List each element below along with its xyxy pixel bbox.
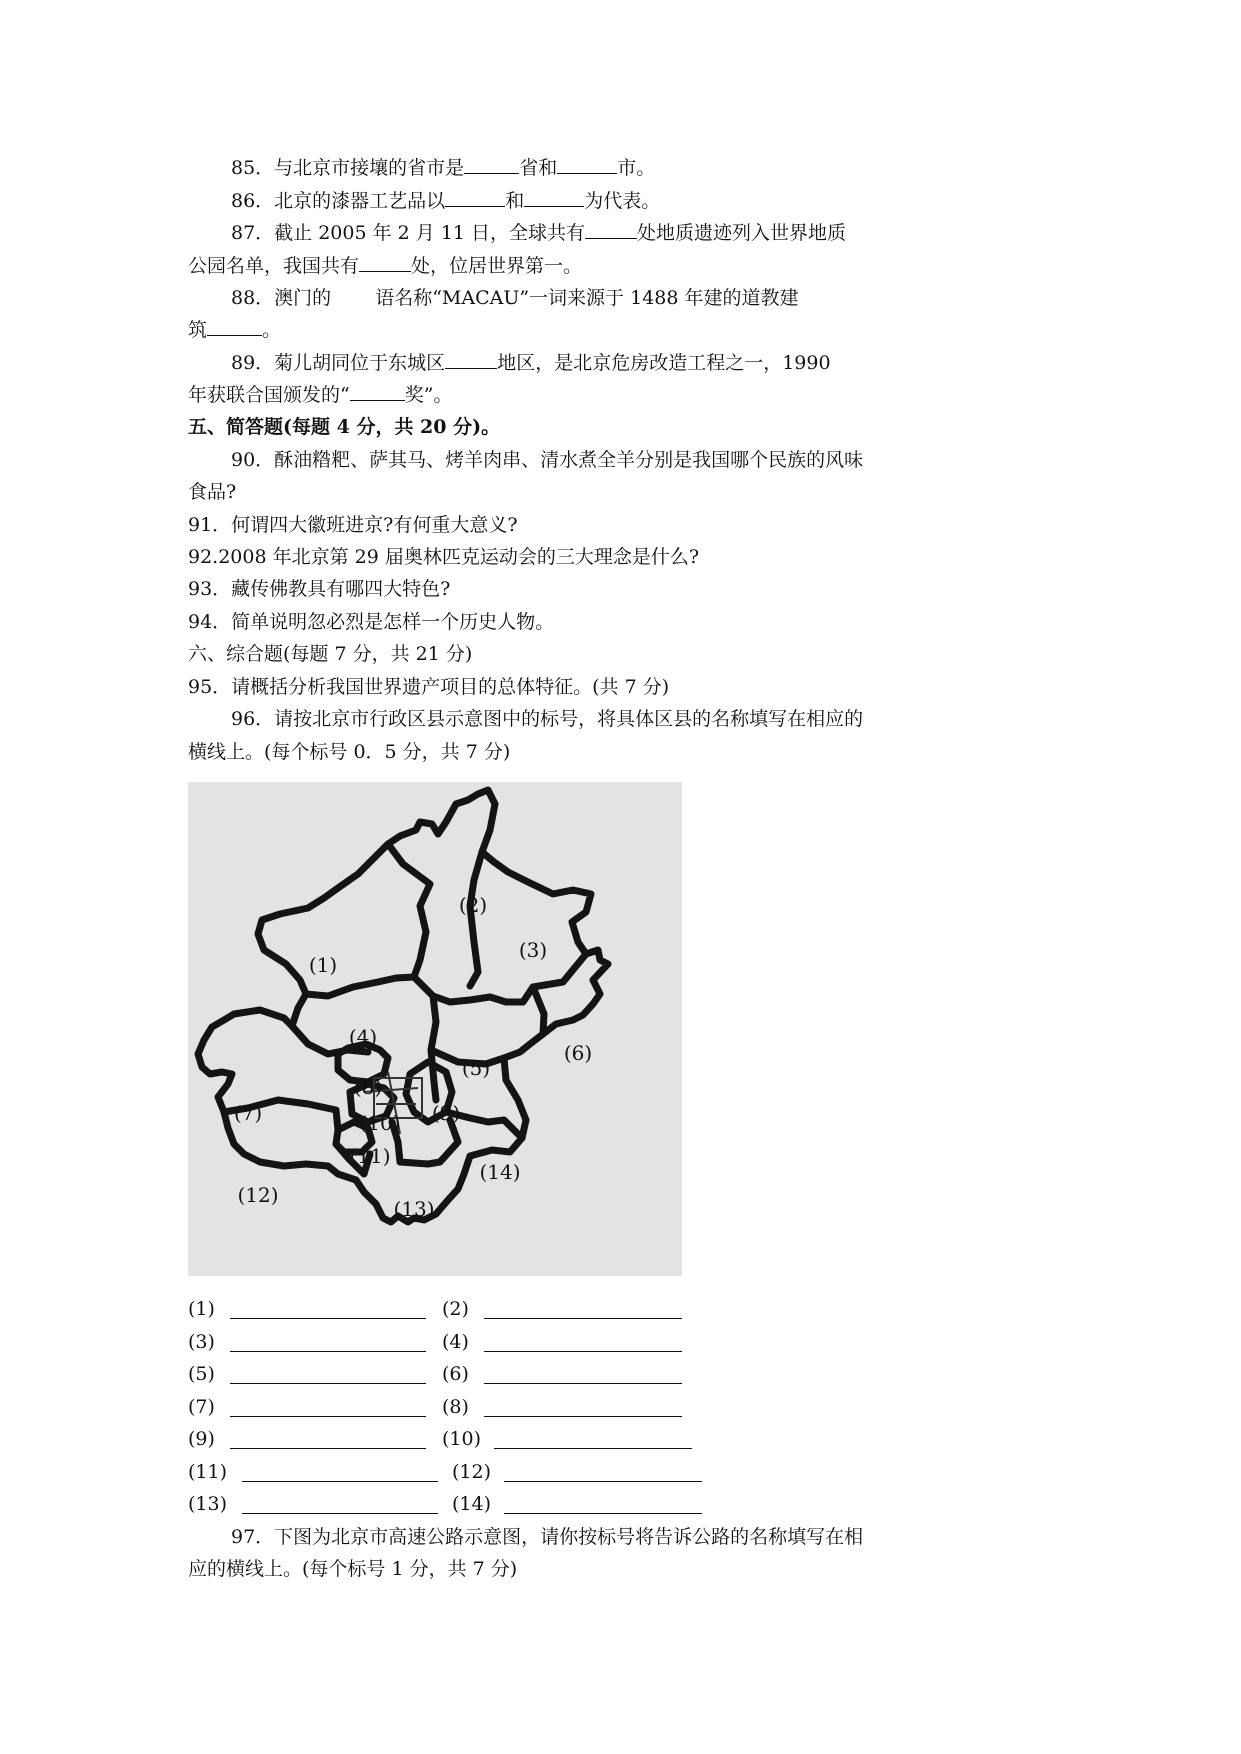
answer-9-label: (9)	[188, 1428, 215, 1450]
q85-text-b: 省和	[519, 157, 558, 179]
answer-13-line[interactable]	[242, 1513, 438, 1514]
q89-text-c: 年获联合国颁发的“	[188, 384, 350, 406]
map-label-14: (14)	[479, 1160, 521, 1184]
q86-text-b: 和	[505, 190, 525, 212]
q86-blank-1[interactable]	[445, 190, 505, 207]
map-outline	[198, 790, 608, 1222]
answer-5-label: (5)	[188, 1363, 215, 1385]
answer-14-label: (14)	[452, 1493, 492, 1515]
border-5-6	[533, 987, 544, 1034]
answer-10-label: (10)	[442, 1428, 482, 1450]
q85-blank-1[interactable]	[464, 157, 519, 174]
q87-blank-2[interactable]	[359, 255, 411, 272]
question-94: 94．简单说明忽必烈是怎样一个历史人物。	[188, 611, 555, 633]
section-6-heading: 六、综合题(每题 7 分，共 21 分)	[188, 643, 473, 665]
question-87-line-1	[231, 221, 846, 245]
question-93: 93．藏传佛教具有哪四大特色?	[188, 578, 451, 600]
answer-10-line[interactable]	[494, 1448, 692, 1449]
section-5-heading: 五、简答题(每题 4 分，共 20 分)。	[188, 416, 501, 438]
answer-12-label: (12)	[452, 1461, 492, 1483]
answer-10	[442, 1427, 481, 1451]
answer-11	[188, 1460, 227, 1484]
answer-8-line[interactable]	[484, 1416, 682, 1417]
answer-5-line[interactable]	[230, 1383, 426, 1384]
beijing-district-map-svg	[188, 782, 682, 1276]
q89-blank-1[interactable]	[445, 352, 497, 369]
q85-text-c: 市。	[617, 157, 656, 179]
answer-13	[188, 1492, 227, 1516]
question-97-line-2: 应的横线上。(每个标号 1 分，共 7 分)	[188, 1558, 518, 1580]
answer-11-line[interactable]	[242, 1481, 438, 1482]
q89-text-b: 地区，是北京危房改造工程之一，1990	[497, 352, 831, 374]
border-1-4	[306, 977, 414, 996]
map-label-10: (10)	[359, 1111, 401, 1135]
question-92: 92.2008 年北京第 29 届奥林匹克运动会的三大理念是什么?	[188, 546, 700, 568]
answer-3	[188, 1330, 215, 1354]
question-97-line-1: 97．下图为北京市高速公路示意图，请你按标号将告诉公路的名称填写在相	[231, 1526, 864, 1548]
answer-5	[188, 1362, 215, 1386]
map-label-13: (13)	[393, 1197, 435, 1221]
answer-1	[188, 1297, 215, 1321]
question-96-line-1: 96．请按北京市行政区县示意图中的标号，将具体区县的名称填写在相应的	[231, 708, 864, 730]
answer-12	[452, 1460, 491, 1484]
q89-text-d: 奖”。	[404, 384, 453, 406]
answer-3-line[interactable]	[230, 1351, 426, 1352]
answer-8	[442, 1395, 469, 1419]
map-label-4: (4)	[348, 1025, 378, 1049]
question-90-line-2: 食品?	[188, 481, 237, 503]
q88-blank[interactable]	[207, 319, 262, 336]
q86-text-c: 为代表。	[584, 190, 661, 212]
map-label-1: (1)	[308, 953, 338, 977]
map-labels	[234, 893, 592, 1221]
question-87-line-2	[188, 254, 582, 278]
answer-4-line[interactable]	[484, 1351, 682, 1352]
border-2-3	[470, 852, 482, 986]
map-label-3: (3)	[518, 938, 548, 962]
answer-3-label: (3)	[188, 1331, 215, 1353]
q88-text-a: 88．澳门的	[231, 287, 332, 309]
map-label-9: (9)	[431, 1101, 461, 1125]
border-1-2	[388, 844, 430, 977]
q88-text-b: 语名称“MACAU”一词来源于 1488 年建的道教建	[375, 287, 799, 309]
map-label-11: (11)	[349, 1144, 391, 1168]
answer-6-line[interactable]	[484, 1383, 682, 1384]
answer-4-label: (4)	[442, 1331, 469, 1353]
answer-1-line[interactable]	[230, 1318, 426, 1319]
q85-text-a: 85．与北京市接壤的省市是	[231, 157, 465, 179]
answer-13-label: (13)	[188, 1493, 228, 1515]
question-88-line-1	[231, 286, 799, 310]
q88-text-c: 筑	[188, 319, 208, 341]
question-91: 91．何谓四大徽班进京?有何重大意义?	[188, 514, 518, 536]
q89-text-a: 89．菊儿胡同位于东城区	[231, 352, 446, 374]
answer-1-label: (1)	[188, 1298, 215, 1320]
question-89-line-1	[231, 351, 831, 375]
map-label-12: (12)	[237, 1183, 279, 1207]
question-95: 95．请概括分析我国世界遗产项目的总体特征。(共 7 分)	[188, 676, 670, 698]
q87-text-c: 公园名单，我国共有	[188, 255, 360, 277]
answer-14-line[interactable]	[504, 1513, 702, 1514]
question-86	[231, 189, 660, 213]
question-96-line-2: 横线上。(每个标号 0．5 分，共 7 分)	[188, 741, 511, 763]
answer-2	[442, 1297, 469, 1321]
answer-4	[442, 1330, 469, 1354]
answer-7	[188, 1395, 215, 1419]
answer-9	[188, 1427, 215, 1451]
map-label-5: (5)	[461, 1056, 491, 1080]
map-label-6: (6)	[563, 1041, 593, 1065]
answer-12-line[interactable]	[504, 1481, 702, 1482]
q86-text-a: 86．北京的漆器工艺品以	[231, 190, 446, 212]
answer-2-line[interactable]	[484, 1318, 682, 1319]
beijing-district-map	[188, 782, 682, 1276]
q86-blank-2[interactable]	[524, 190, 584, 207]
map-label-8: (8)	[353, 1075, 383, 1099]
map-label-2: (2)	[458, 893, 488, 917]
answer-14	[452, 1492, 491, 1516]
border-13-14	[392, 1120, 458, 1164]
q88-text-d: 。	[262, 319, 282, 341]
q89-blank-2[interactable]	[350, 384, 405, 401]
q87-text-b: 处地质遗迹列入世界地质	[637, 222, 847, 244]
q87-text-d: 处，位居世界第一。	[411, 255, 583, 277]
question-90-line-1: 90．酥油糌粑、萨其马、烤羊肉串、清水煮全羊分别是我国哪个民族的风味	[231, 449, 864, 471]
q85-blank-2[interactable]	[557, 157, 617, 174]
question-88-line-2	[188, 318, 281, 342]
answer-11-label: (11)	[188, 1461, 228, 1483]
q87-text-a: 87．截止 2005 年 2 月 11 日，全球共有	[231, 222, 586, 244]
question-85	[231, 156, 655, 180]
map-label-7: (7)	[233, 1101, 263, 1125]
answer-8-label: (8)	[442, 1396, 469, 1418]
answer-2-label: (2)	[442, 1298, 469, 1320]
answer-6	[442, 1362, 469, 1386]
answer-6-label: (6)	[442, 1363, 469, 1385]
answer-9-line[interactable]	[230, 1448, 426, 1449]
answer-7-label: (7)	[188, 1396, 215, 1418]
question-89-line-2	[188, 383, 452, 407]
q87-blank-1[interactable]	[585, 222, 637, 239]
answer-7-line[interactable]	[230, 1416, 426, 1417]
border-3-5	[414, 954, 586, 1002]
